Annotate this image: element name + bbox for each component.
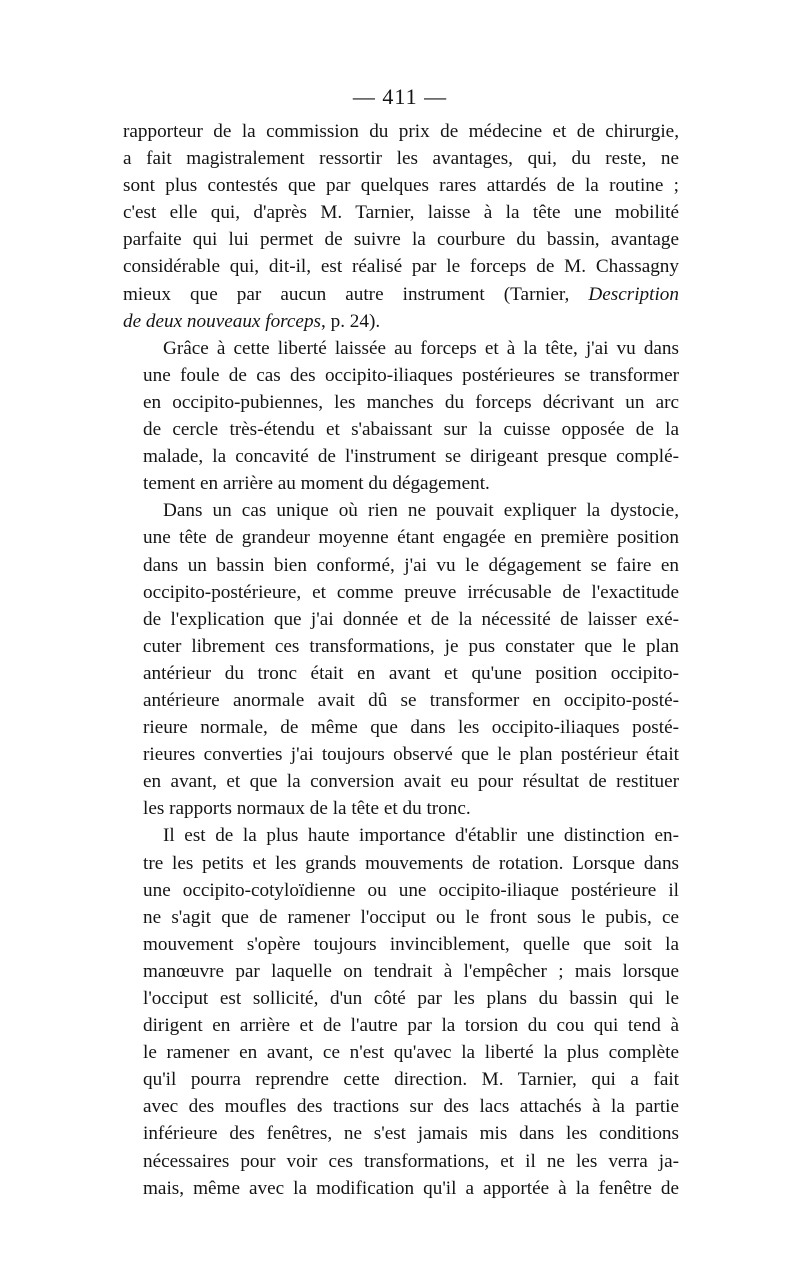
italic-title: de deux nouveaux forceps	[123, 310, 322, 332]
paragraph-3	[123, 497, 679, 822]
text-line: mais, même avec la modification qu'il a apportée à la fenêtre de	[143, 1177, 679, 1199]
paragraph-2	[123, 335, 679, 498]
text-line: occipito-postérieure, et comme preuve irrécusable de l'exactitude	[143, 581, 679, 603]
paragraph-1	[123, 118, 679, 335]
text-line: Grâce à cette liberté laissée au forceps et à la tête, j'ai vu dans	[163, 337, 679, 359]
text-line: en occipito-pubiennes, les manches du forceps décrivant un arc	[143, 391, 679, 413]
page-number: — 411 —	[352, 84, 448, 109]
text-line: Dans un cas unique où rien ne pouvait expliquer la dystocie,	[163, 500, 679, 522]
text-line: antérieur du tronc était en avant et qu'une position occipito-	[143, 662, 679, 684]
text-line: malade, la concavité de l'instrument se dirigeant presque complé-	[143, 446, 679, 468]
text-line: le ramener en avant, ce n'est qu'avec la liberté la plus complète	[143, 1042, 679, 1064]
text-line: une foule de cas des occipito-iliaques postérieures se transformer	[143, 364, 679, 386]
text-line: manœuvre par laquelle on tendrait à l'empêcher ; mais lorsque	[143, 960, 679, 982]
text-line: nécessaires pour voir ces transformations, et il ne les verra ja-	[143, 1150, 679, 1172]
text-line: tre les petits et les grands mouvements de rotation. Lorsque dans	[143, 852, 679, 874]
text-line: considérable qui, dit-il, est réalisé par le forceps de M. Chassagny	[123, 256, 679, 278]
text-line: une tête de grandeur moyenne étant engagée en première position	[143, 527, 679, 549]
text-line: rapporteur de la commission du prix de médecine et de chirurgie,	[123, 121, 679, 142]
text-line: les rapports normaux de la tête et du tronc.	[143, 798, 471, 820]
text-segment: mieux que par aucun autre instrument (Tarnier,	[123, 283, 589, 305]
text-segment: , p. 24).	[321, 310, 381, 332]
text-line: a fait magistralement ressortir les avantages, qui, du reste, ne	[123, 148, 679, 170]
text-line	[123, 281, 679, 308]
text-line: c'est elle qui, d'après M. Tarnier, laisse à la tête une mobilité	[123, 202, 679, 224]
text-line: cuter librement ces transformations, je pus constater que le plan	[143, 635, 679, 657]
text-line: mouvement s'opère toujours invinciblement, quelle que soit la	[143, 933, 679, 955]
text-line: l'occiput est sollicité, d'un côté par les plans du bassin qui le	[143, 988, 679, 1009]
text-line: qu'il pourra reprendre cette direction. M. Tarnier, qui a fait	[143, 1069, 679, 1091]
text-line: dans un bassin bien conformé, j'ai vu le dégagement se faire en	[143, 554, 679, 576]
text-line: parfaite qui lui permet de suivre la courbure du bassin, avantage	[123, 229, 679, 251]
text-line: en avant, et que la conversion avait eu pour résultat de restituer	[143, 771, 679, 793]
body-text	[123, 118, 679, 1202]
paragraph-4	[123, 822, 679, 1201]
text-line: une occipito-cotyloïdienne ou une occipito-iliaque postérieure il	[143, 879, 679, 901]
text-line: sont plus contestés que par quelques rares attardés de la routine ;	[123, 175, 679, 197]
text-line: antérieure anormale avait dû se transformer en occipito-posté-	[143, 689, 679, 711]
italic-title: Description	[588, 283, 679, 305]
text-line: rieures converties j'ai toujours observé que le plan postérieur était	[143, 744, 679, 766]
text-line: rieure normale, de même que dans les occipito-iliaques posté-	[143, 717, 679, 739]
text-line: Il est de la plus haute importance d'établir une distinction en-	[163, 825, 679, 847]
text-line: avec des moufles des tractions sur des lacs attachés à la partie	[143, 1096, 679, 1118]
text-line: tement en arrière au moment du dégagement.	[143, 473, 490, 495]
text-line: de cercle très-étendu et s'abaissant sur la cuisse opposée de la	[143, 419, 679, 441]
text-line	[123, 308, 679, 335]
text-line: dirigent en arrière et de l'autre par la torsion du cou qui tend à	[143, 1015, 679, 1037]
text-line: ne s'agit que de ramener l'occiput ou le front sous le pubis, ce	[143, 906, 679, 928]
text-line: de l'explication que j'ai donnée et de la nécessité de laisser exé-	[143, 608, 679, 630]
text-line: inférieure des fenêtres, ne s'est jamais mis dans les conditions	[143, 1123, 679, 1145]
